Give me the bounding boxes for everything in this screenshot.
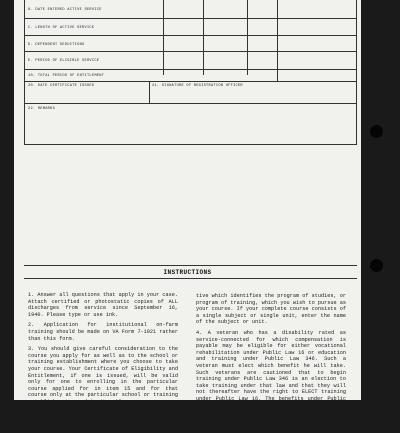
field-label: 20. DATE CERTIFICATE ISSUED — [28, 84, 95, 88]
remarks-row — [25, 104, 356, 145]
form-row — [25, 0, 356, 19]
form-table — [24, 0, 357, 145]
instruction-paragraph: 3. You should give careful consideration to the course you apply for as well as to the school or training establishment where you choose to take your course. Your Certificate of Eligibility and Entitlement, if one is issued, will be valid only for one to enrolling in the particular course applied for in item 15 and for that course only at the particular school or training establishment named in item 16. — [28, 346, 178, 405]
column-divider — [149, 82, 150, 104]
form-page — [14, 0, 361, 429]
form-row — [25, 52, 356, 70]
field-label: 8. DATE ENTERED ACTIVE SERVICE — [28, 8, 102, 12]
field-label: D. DEPENDENT DEDUCTIONS — [28, 43, 85, 47]
form-row — [25, 70, 356, 82]
instruction-paragraph: 1. Answer all questions that apply in your case. Attach certified or photostatic copies of ALL discharges from service since September 16, 1940. Please type or use ink. — [28, 292, 178, 318]
field-label: 22. REMARKS — [28, 107, 56, 111]
instruction-paragraph: tive which identifies the program of studies, or program of training, which you wish to pursue as your course. If your complete course consists of a single subject or single unit, enter the name of the subject or unit. — [196, 293, 346, 326]
instruction-paragraph: 2. Application for institutional on-farm training should be made on VA Form 7-1921 rather than this form. — [28, 322, 178, 342]
form-row — [25, 36, 356, 52]
field-label: E. PERIOD OF ELIGIBLE SERVICE — [28, 59, 100, 63]
instructions-right-column — [196, 293, 346, 433]
field-label: C. LENGTH OF ACTIVE SERVICE — [28, 26, 95, 30]
form-row — [25, 82, 356, 104]
instruction-paragraph: 4. A veteran who has a disability rated as service-connected for which compensation is payable may be eligible for either vocational rehabilitation under Public Law 16 or education and training under Public Law 346. Such a veteran must elect which benefit he will take. Such veterans are cautioned that to begin training under Public Law 346 is an election to take training under that law and that they will not thereafter have the right to ELECT training under Public Law 16. The benefits under Public Law 16 are generally more advantageous than those under Public Law 346. Application for benefits under Public Law 16 should be made on VA Form 1900. — [196, 329, 346, 429]
field-label: 21. SIGNATURE OF REGISTRATION OFFICER — [152, 84, 243, 88]
divider — [24, 278, 357, 279]
divider — [24, 265, 357, 266]
instruction-paragraph: In item 15, "Name of Course", indicate the specific — [28, 409, 178, 423]
form-row — [25, 19, 356, 36]
binder-hole — [370, 259, 383, 272]
instructions-left-column — [28, 292, 178, 427]
instructions-title: INSTRUCTIONS — [163, 269, 212, 276]
binder-hole — [370, 125, 383, 138]
field-label: 10. TOTAL PERIOD OF ENTITLEMENT — [28, 74, 105, 78]
